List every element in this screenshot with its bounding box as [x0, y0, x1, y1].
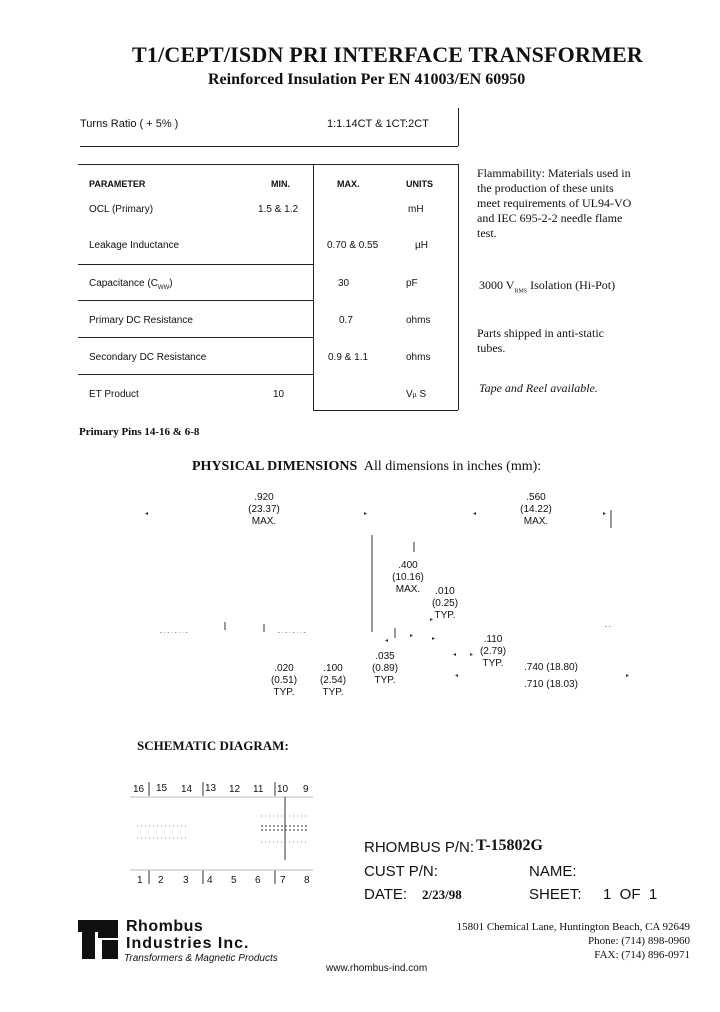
pin-12: 12 [229, 784, 241, 795]
page-title: T1/CEPT/ISDN PRI INTERFACE TRANSFORMER [132, 42, 644, 67]
pin-14: 14 [181, 784, 193, 795]
svg-text:▸: ▸ [470, 652, 474, 658]
dimension-lines [0, 490, 720, 730]
flammability-note [477, 166, 707, 241]
pin-4: 4 [207, 875, 213, 886]
table-top-rule [78, 164, 458, 165]
svg-text:- · - · - · · -: - · - · - · · - [278, 630, 306, 636]
company-logo [78, 920, 120, 960]
flammability-line-2: the production of these units [477, 181, 614, 195]
cust-pn-label: CUST P/N: [364, 863, 438, 880]
dim-depth: .560 (14.22) MAX. [520, 492, 552, 527]
dim-row-spacing-max: .740 (18.80) [524, 662, 578, 673]
dim-standoff: .110 (2.79) TYP. [479, 634, 507, 669]
row-primary-dcr-units: ohms [406, 315, 431, 326]
row-capacitance-units: pF [406, 278, 418, 289]
row-rule-4 [78, 374, 313, 375]
pin-13: 13 [205, 783, 217, 794]
name-label: NAME: [529, 863, 577, 880]
row-rule-2 [78, 300, 313, 301]
physical-dimensions-note: All dimensions in inches (mm): [363, 459, 542, 474]
svg-text:▸: ▸ [430, 617, 434, 623]
turns-ratio-value: 1:1.14CT & 1CT:2CT [327, 118, 429, 130]
dim-pin-pitch: .100 (2.54) TYP. [319, 663, 347, 698]
pin-11: 11 [253, 784, 264, 795]
schematic-heading: SCHEMATIC DIAGRAM: [137, 738, 289, 753]
turns-rule [80, 146, 458, 147]
sheet-value: 1 OF 1 [603, 886, 658, 903]
svg-text:▸: ▸ [410, 633, 414, 639]
row-et-product-units: Vµ S [406, 389, 427, 400]
pin-9: 9 [303, 784, 309, 795]
row-et-product-min: 10 [273, 389, 285, 400]
svg-text:▸: ▸ [603, 511, 607, 517]
dim-bend: .035 (0.89) TYP. [371, 651, 399, 686]
col-header-parameter: PARAMETER [89, 179, 146, 189]
svg-text:◂: ◂ [473, 511, 477, 517]
row-secondary-dcr-parameter: Secondary DC Resistance [89, 352, 207, 363]
dim-lead-thickness: .010 (0.25) TYP. [431, 586, 459, 621]
svg-text:▸: ▸ [432, 636, 436, 642]
row-leakage-parameter: Leakage Inductance [89, 240, 180, 251]
company-address: 15801 Chemical Lane, Huntington Beach, CA 92649 [456, 921, 690, 933]
row-capacitance-max: 30 [338, 278, 350, 289]
pin-5: 5 [231, 875, 237, 886]
svg-text:◂: ◂ [145, 511, 149, 517]
row-leakage-max: 0.70 & 0.55 [327, 240, 379, 251]
flammability-line-5: test. [477, 226, 497, 240]
company-tagline: Transformers & Magnetic Products [124, 953, 278, 964]
physical-dimensions-heading [192, 459, 541, 475]
row-leakage-units: µH [415, 240, 428, 251]
row-capacitance-parameter: Capacitance $(C_{WW})$ [89, 278, 173, 291]
col-header-min: MIN. [271, 179, 290, 189]
pin-2: 2 [158, 875, 164, 886]
turns-ratio-label: Turns Ratio ( + 5% ) [80, 118, 179, 130]
date-value: 2/23/98 [422, 887, 462, 902]
pin-16: 16 [133, 784, 145, 795]
rhombus-pn-value: T-15802G [476, 837, 543, 854]
flammability-line-4: and IEC 695-2-2 needle flame [477, 211, 623, 225]
dim-height: .400 (10.16) MAX. [392, 560, 424, 595]
rhombus-pn-label: RHOMBUS P/N: [364, 839, 475, 856]
flammability-line-1: Flammability: Materials used in [477, 166, 631, 180]
row-secondary-dcr-max: 0.9 & 1.1 [328, 352, 369, 363]
dim-width: .920 (23.37) MAX. [248, 492, 280, 527]
row-ocl-min: 1.5 & 1.2 [258, 204, 299, 215]
date-label: DATE: [364, 886, 408, 903]
physical-dimensions-title: PHYSICAL DIMENSIONS [192, 459, 358, 474]
primary-pins-label: Primary Pins 14-16 & 6-8 [79, 426, 200, 438]
company-name-line-2: Industries Inc. [126, 935, 250, 952]
row-ocl-units: mH [408, 204, 424, 215]
table-col-divider-1 [313, 164, 314, 410]
flammability-line-3: meet requirements of UL94-VO [477, 196, 632, 210]
pin-8: 8 [304, 875, 310, 886]
row-et-product-parameter: ET Product [89, 389, 139, 400]
anti-static-line-1: Parts shipped in anti-static [477, 326, 604, 340]
svg-text:▸: ▸ [626, 673, 630, 679]
row-ocl-parameter: OCL (Primary) [89, 204, 154, 215]
company-phone: Phone: (714) 898-0960 [587, 935, 690, 947]
anti-static-line-2: tubes. [477, 341, 506, 355]
pin-7: 7 [280, 875, 286, 886]
svg-text:▸: ▸ [364, 511, 368, 517]
tape-reel-note: Tape and Reel available. [479, 381, 598, 395]
svg-text:◂: ◂ [385, 638, 389, 644]
svg-text:◂: ◂ [453, 652, 457, 658]
row-secondary-dcr-units: ohms [406, 352, 431, 363]
company-name-line-1: Rhombus [126, 918, 204, 935]
svg-text:- · - · - · · -: - · - · - · · - [160, 630, 188, 636]
sheet-label: SHEET: [529, 886, 582, 903]
pin-1: 1 [137, 875, 143, 886]
row-rule-1 [78, 264, 313, 265]
table-bottom-rule [313, 410, 458, 411]
anti-static-note [477, 326, 604, 356]
row-primary-dcr-max: 0.7 [339, 315, 353, 326]
schematic-lines [125, 780, 325, 890]
dim-row-spacing-min: .710 (18.03) [524, 679, 578, 690]
svg-text:◂: ◂ [455, 673, 459, 679]
company-url[interactable]: www.rhombus-ind.com [326, 963, 428, 974]
pin-3: 3 [183, 875, 189, 886]
pin-10: 10 [277, 784, 289, 795]
row-primary-dcr-parameter: Primary DC Resistance [89, 315, 193, 326]
table-col-divider-2 [458, 164, 459, 410]
company-fax: FAX: (714) 896-0971 [594, 949, 690, 961]
row-rule-3 [78, 337, 313, 338]
rhombus-logo-icon [78, 920, 120, 960]
col-header-units: UNITS [406, 179, 433, 189]
page-subtitle: Reinforced Insulation Per EN 41003/EN 60950 [208, 71, 526, 88]
dim-pin-width: .020 (0.51) TYP. [270, 663, 298, 698]
turns-divider [458, 108, 459, 146]
pin-6: 6 [255, 875, 261, 886]
svg-text:- -: - - [605, 624, 611, 630]
col-header-max: MAX. [337, 179, 360, 189]
isolation-note: 3000 $V_{RMS}$ Isolation (Hi-Pot) [479, 278, 616, 295]
pin-15: 15 [156, 783, 168, 794]
